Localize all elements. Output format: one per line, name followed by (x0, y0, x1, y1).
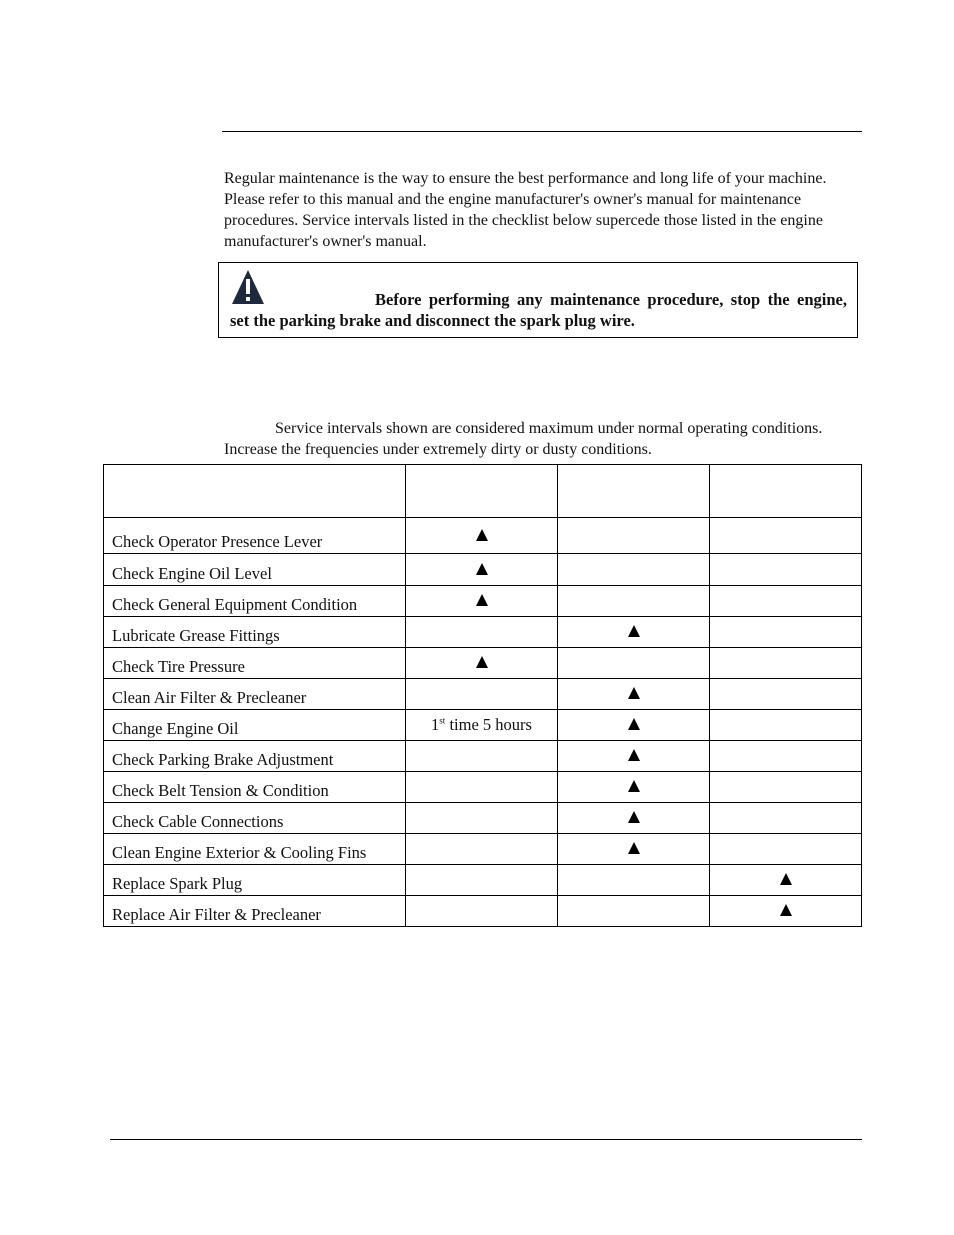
task-cell: Lubricate Grease Fittings (104, 617, 406, 648)
interval-cell-2 (558, 865, 710, 896)
interval-cell-1 (406, 772, 558, 803)
interval-cell-2 (558, 648, 710, 679)
header-cell-interval-3 (710, 465, 862, 518)
triangle-marker-icon (628, 625, 640, 637)
task-cell: Change Engine Oil (104, 710, 406, 741)
header-cell-interval-2 (558, 465, 710, 518)
interval-cell-2 (558, 679, 710, 710)
table-row (104, 518, 862, 554)
interval-cell-1 (406, 865, 558, 896)
interval-cell-3 (710, 554, 862, 586)
table-row (104, 803, 862, 834)
interval-cell-3 (710, 710, 862, 741)
table-row (104, 586, 862, 617)
triangle-marker-icon (628, 811, 640, 823)
interval-cell-3 (710, 834, 862, 865)
interval-cell-3 (710, 865, 862, 896)
interval-cell-3 (710, 648, 862, 679)
triangle-marker-icon (780, 904, 792, 916)
table-row (104, 865, 862, 896)
interval-cell-1 (406, 896, 558, 927)
interval-cell-1 (406, 710, 558, 741)
interval-cell-1 (406, 617, 558, 648)
task-cell: Check Operator Presence Lever (104, 518, 406, 554)
interval-cell-3 (710, 586, 862, 617)
intro-paragraph: Regular maintenance is the way to ensure the best performance and long life of your machine. Please refer to this manual and the engine manufacturer's owner's manual for maintenance procedures. Service intervals listed in the checklist below supercede those listed in the engine manufacturer's owner's manual. (224, 170, 827, 250)
table-row (104, 834, 862, 865)
service-interval-note-text: Service intervals shown are considered maximum under normal operating conditions. Increase the frequencies under extremely dirty or dusty conditions. (224, 420, 823, 458)
interval-cell-3 (710, 679, 862, 710)
table-row (104, 772, 862, 803)
interval-cell-3 (710, 772, 862, 803)
triangle-marker-icon (476, 656, 488, 668)
interval-cell-1 (406, 648, 558, 679)
task-cell: Check Parking Brake Adjustment (104, 741, 406, 772)
interval-cell-3 (710, 617, 862, 648)
interval-cell-2 (558, 554, 710, 586)
interval-cell-3 (710, 803, 862, 834)
task-cell: Replace Spark Plug (104, 865, 406, 896)
task-cell: Check Belt Tension & Condition (104, 772, 406, 803)
interval-cell-3 (710, 896, 862, 927)
interval-cell-1 (406, 586, 558, 617)
footer-rule (110, 1139, 862, 1140)
triangle-marker-icon (780, 873, 792, 885)
triangle-marker-icon (476, 594, 488, 606)
interval-cell-1 (406, 554, 558, 586)
interval-cell-1 (406, 518, 558, 554)
task-cell: Replace Air Filter & Precleaner (104, 896, 406, 927)
triangle-marker-icon (628, 749, 640, 761)
task-cell: Check Cable Connections (104, 803, 406, 834)
triangle-marker-icon (628, 718, 640, 730)
table-row (104, 679, 862, 710)
task-cell: Check General Equipment Condition (104, 586, 406, 617)
triangle-marker-icon (628, 780, 640, 792)
interval-cell-2 (558, 741, 710, 772)
task-cell: Clean Engine Exterior & Cooling Fins (104, 834, 406, 865)
interval-cell-1 (406, 834, 558, 865)
interval-cell-2 (558, 518, 710, 554)
task-cell: Clean Air Filter & Precleaner (104, 679, 406, 710)
interval-cell-1 (406, 679, 558, 710)
interval-cell-2 (558, 896, 710, 927)
interval-cell-2 (558, 710, 710, 741)
task-cell: Check Engine Oil Level (104, 554, 406, 586)
header-cell-interval-1 (406, 465, 558, 518)
interval-cell-1 (406, 741, 558, 772)
service-interval-note (224, 418, 844, 460)
interval-cell-3 (710, 518, 862, 554)
warning-text-content: Before performing any maintenance procedure, stop the engine, set the parking brake and disconnect the spark plug wire. (230, 290, 847, 330)
first-service-note-ordinal: 1 (431, 715, 440, 734)
first-service-note-suffix: st (439, 715, 446, 726)
interval-cell-2 (558, 617, 710, 648)
warning-text (230, 289, 847, 331)
triangle-marker-icon (628, 842, 640, 854)
table-row (104, 617, 862, 648)
interval-cell-1 (406, 803, 558, 834)
triangle-marker-icon (476, 529, 488, 541)
task-cell: Check Tire Pressure (104, 648, 406, 679)
table-row (104, 648, 862, 679)
table-row (104, 741, 862, 772)
table-row (104, 710, 862, 741)
interval-cell-2 (558, 834, 710, 865)
maintenance-schedule-table (103, 464, 862, 927)
interval-cell-2 (558, 803, 710, 834)
first-service-note-text: time 5 hours (445, 715, 532, 734)
table-header-row (104, 465, 862, 518)
interval-cell-3 (710, 741, 862, 772)
triangle-marker-icon (628, 687, 640, 699)
table-row (104, 554, 862, 586)
table-row (104, 896, 862, 927)
triangle-marker-icon (476, 563, 488, 575)
header-cell-task (104, 465, 406, 518)
interval-cell-2 (558, 772, 710, 803)
warning-box (218, 262, 858, 338)
header-rule (222, 131, 862, 132)
interval-cell-2 (558, 586, 710, 617)
